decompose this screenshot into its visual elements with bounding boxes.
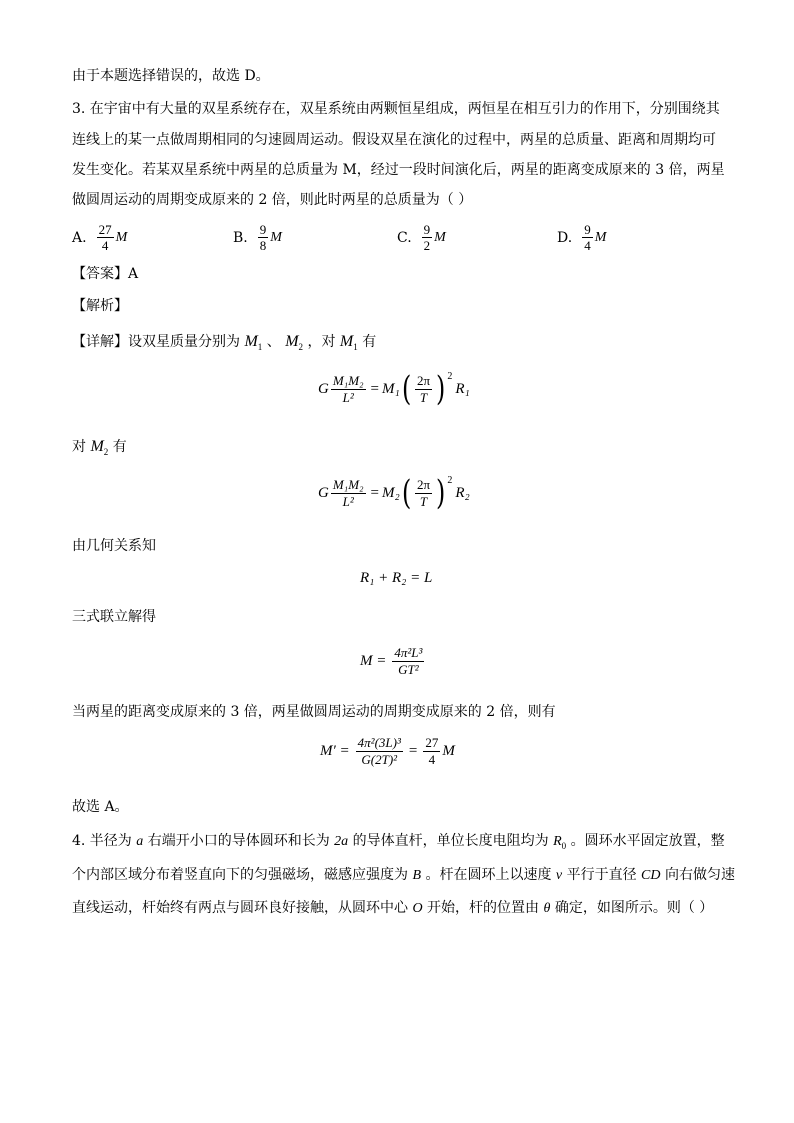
text-line: 由于本题选择错误的，故选 D。 (72, 68, 270, 84)
text-line: 个内部区域分布着竖直向下的匀强磁场，磁感应强度为 B 。杆在圆环上以速度 v 平行于直径 CD 向右做匀速 (72, 867, 735, 883)
option-letter: A. (72, 229, 87, 246)
text-line: 故选 A。 (72, 799, 129, 815)
option-fraction: $\frac{9}{8}$ (259, 222, 267, 253)
option-b: B. $\frac{9}{8}$ M (233, 222, 282, 253)
detail-line: 【详解】设双星质量分别为 $M_1$ 、 $M_2$ ，对 $M_1$ 有 (72, 333, 377, 352)
text-line: 做圆周运动的周期变成原来的 2 倍，则此时两星的总质量为（ ） (72, 192, 473, 208)
text-line: 连线上的某一点做周期相同的匀速圆周运动。假设双星在演化的过程中，两星的总质量、距离和周期均可 (72, 132, 716, 148)
option-fraction: $\frac{9}{4}$ (584, 222, 591, 253)
option-fraction: $\frac{9}{2}$ (423, 222, 431, 253)
equation-3: R₁ + R₂ = L (360, 570, 433, 586)
option-d: D. $\frac{9}{4}$ M (557, 222, 607, 253)
analysis-label: 【解析】 (72, 298, 128, 314)
text-line: 当两星的距离变成原来的 3 倍，两星做圆周运动的周期变成原来的 2 倍，则有 (72, 704, 556, 720)
question-3-text: 3. 在宇宙中有大量的双星系统存在，双星系统由两颗恒星组成，两恒星在相互引力的作用下，分别围绕其 (72, 101, 720, 117)
option-a: A. $\frac{27}{4}$ M (72, 222, 128, 253)
option-letter: D. (557, 229, 573, 246)
equation-2: G $\frac{\text{M₁M₂}}{\text{L²}}$ = M₂ ( $\frac{2\pi}{T}$ ) $^2$ R₂ (318, 473, 470, 513)
question-4-text: 4. 半径为 a 右端开小口的导体圆环和长为 2a 的导体直杆，单位长度电阻均为 $R_0$ 。圆环水平固定放置，整 (72, 833, 725, 851)
equation-4: M = $\frac{\text{4π²L³}}{\text{GT²}}$ (360, 645, 423, 677)
option-letter: B. (233, 229, 248, 246)
text-line: 直线运动，杆始终有两点与圆环良好接触，从圆环中心 O 开始，杆的位置由 θ 确定，如图所示。则（ ） (72, 900, 714, 916)
equation-5: M′ = $\frac{\text{4π²(3L)³}}{\text{G(2T)²}}$ = $\frac{27}{4}$ M (320, 735, 455, 767)
text-line: 三式联立解得 (72, 609, 156, 625)
text-line: 对 $M_2$ 有 (72, 438, 127, 457)
option-letter: C. (397, 229, 412, 246)
option-c: C. $\frac{9}{2}$ M (397, 222, 446, 253)
option-fraction: $\frac{27}{4}$ (98, 222, 112, 253)
text-line: 发生变化。若某双星系统中两星的总质量为 M，经过一段时间演化后，两星的距离变成原来的 3 倍，两星 (72, 162, 725, 178)
equation-1: G $\frac{\text{M₁M₂}}{\text{L²}}$ = M₁ ( $\frac{2\pi}{T}$ ) $^2$ R₁ (318, 369, 470, 409)
answer-label: 【答案】A (72, 266, 139, 282)
text-line: 由几何关系知 (72, 538, 156, 554)
